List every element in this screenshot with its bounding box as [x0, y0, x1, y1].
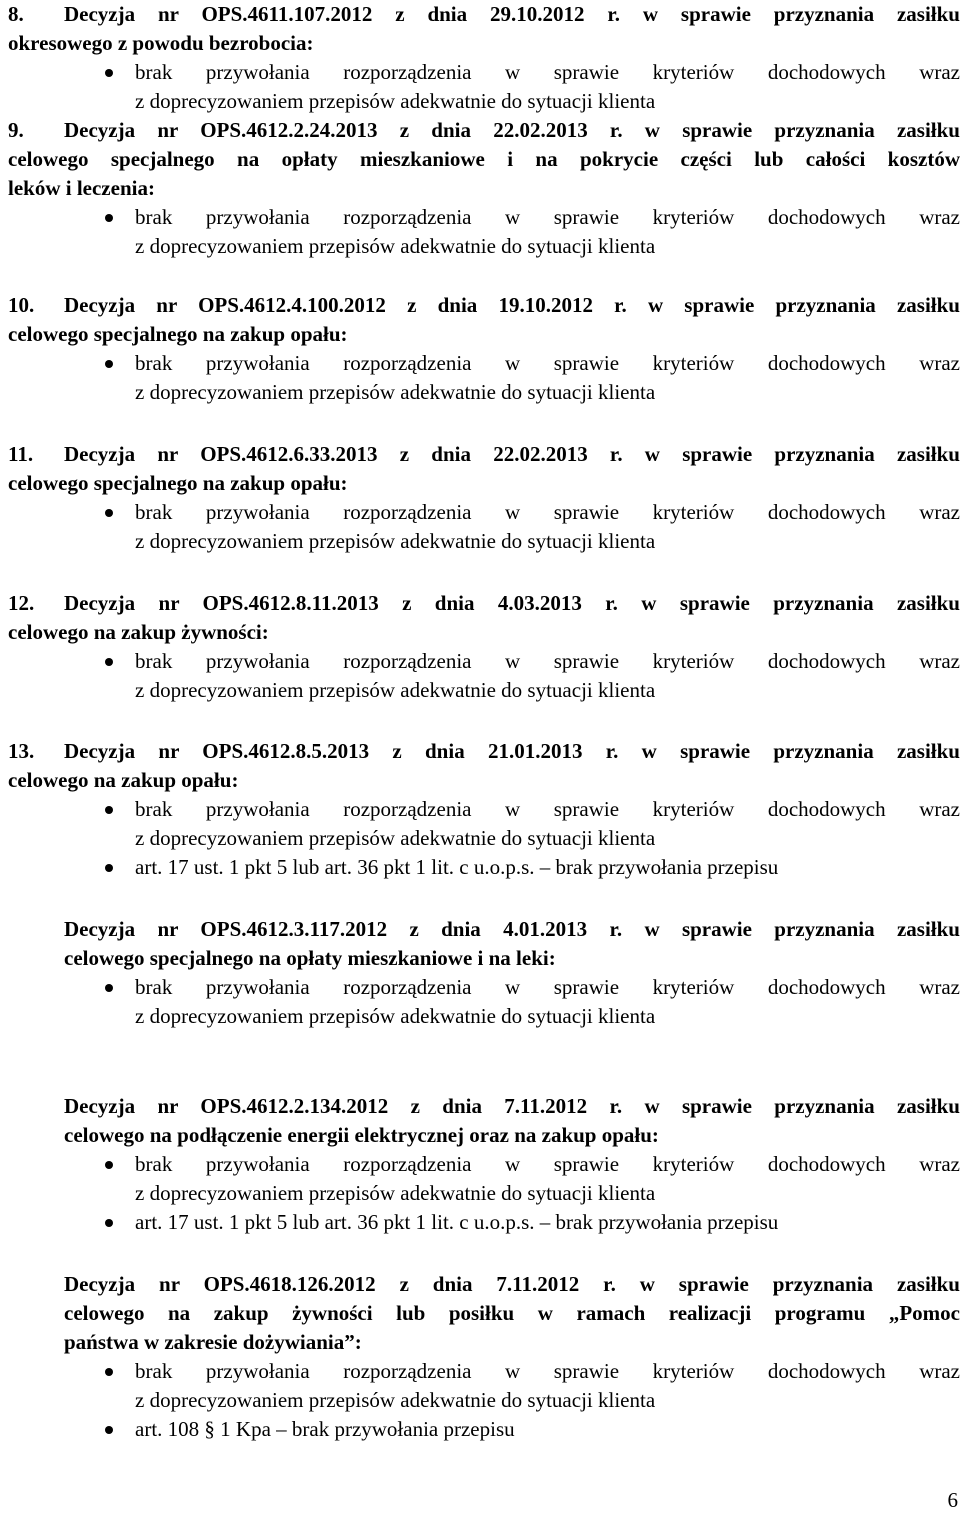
heading-line: Decyzja nr OPS.4612.4.100.2012 z dnia 19.10.2012 r. w sprawie przyznania zasiłku	[64, 293, 960, 317]
finding-text-continued: z doprecyzowaniem przepisów adekwatnie do sytuacji klienta	[135, 380, 656, 404]
finding-text: art. 108 § 1 Kpa – brak przywołania przepisu	[135, 1417, 515, 1441]
decision-heading	[8, 737, 960, 795]
finding-item	[135, 1415, 960, 1444]
heading-line: Decyzja nr OPS.4612.3.117.2012 z dnia 4.01.2013 r. w sprawie przyznania zasiłku	[64, 917, 960, 941]
finding-text: brak przywołania rozporządzenia w sprawie kryteriów dochodowych wraz	[135, 649, 960, 673]
findings-list	[8, 203, 960, 261]
findings-list	[8, 1150, 960, 1237]
heading-line: Decyzja nr OPS.4618.126.2012 z dnia 7.11.2012 r. w sprawie przyznania zasiłku	[64, 1272, 960, 1296]
findings-list	[8, 795, 960, 882]
finding-item	[135, 58, 960, 116]
heading-line: celowego na zakup opału:	[8, 768, 239, 792]
heading-line: Decyzja nr OPS.4612.6.33.2013 z dnia 22.02.2013 r. w sprawie przyznania zasiłku	[64, 442, 960, 466]
bullet-icon	[105, 214, 113, 222]
finding-item	[135, 1150, 960, 1208]
finding-text: brak przywołania rozporządzenia w sprawie kryteriów dochodowych wraz	[135, 500, 960, 524]
finding-item	[135, 203, 960, 261]
finding-text-continued: z doprecyzowaniem przepisów adekwatnie do sytuacji klienta	[135, 826, 656, 850]
item-number: 8.	[8, 2, 24, 26]
finding-item	[135, 1208, 960, 1237]
decision-item	[8, 1270, 960, 1444]
heading-line: celowego specjalnego na zakup opału:	[8, 471, 348, 495]
finding-text: brak przywołania rozporządzenia w sprawie kryteriów dochodowych wraz	[135, 205, 960, 229]
bullet-icon	[105, 509, 113, 517]
item-number: 10.	[8, 293, 35, 317]
heading-line: Decyzja nr OPS.4611.107.2012 z dnia 29.10.2012 r. w sprawie przyznania zasiłku	[64, 2, 960, 26]
findings-list	[8, 498, 960, 556]
heading-line: państwa w zakresie dożywiania”:	[64, 1330, 362, 1354]
decision-heading	[8, 0, 960, 58]
decision-heading	[8, 440, 960, 498]
heading-line: celowego na zakup żywności lub posiłku w ramach realizacji programu „Pomoc	[64, 1301, 960, 1325]
item-number: 12.	[8, 591, 35, 615]
decision-item	[8, 291, 960, 407]
findings-list	[8, 647, 960, 705]
item-number: 9.	[8, 118, 24, 142]
heading-line: celowego na zakup żywności:	[8, 620, 269, 644]
finding-item	[135, 973, 960, 1031]
bullet-icon	[105, 1368, 113, 1376]
heading-line: celowego specjalnego na opłaty mieszkaniowe i na pokrycie części lub całości kosztów	[8, 147, 960, 171]
finding-text-continued: z doprecyzowaniem przepisów adekwatnie do sytuacji klienta	[135, 529, 656, 553]
bullet-icon	[105, 864, 113, 872]
finding-text: art. 17 ust. 1 pkt 5 lub art. 36 pkt 1 lit. c u.o.p.s. – brak przywołania przepisu	[135, 1210, 779, 1234]
decision-heading	[8, 915, 960, 973]
bullet-icon	[105, 1219, 113, 1227]
finding-text: brak przywołania rozporządzenia w sprawie kryteriów dochodowych wraz	[135, 975, 960, 999]
bullet-icon	[105, 1426, 113, 1434]
heading-line: celowego specjalnego na opłaty mieszkaniowe i na leki:	[64, 946, 556, 970]
decision-item	[8, 589, 960, 705]
decision-heading	[8, 589, 960, 647]
finding-text: brak przywołania rozporządzenia w sprawie kryteriów dochodowych wraz	[135, 797, 960, 821]
finding-item	[135, 349, 960, 407]
bullet-icon	[105, 984, 113, 992]
finding-item	[135, 853, 960, 882]
decision-item	[8, 1092, 960, 1237]
finding-text: brak przywołania rozporządzenia w sprawie kryteriów dochodowych wraz	[135, 1359, 960, 1383]
item-number	[8, 915, 64, 944]
finding-item	[135, 498, 960, 556]
heading-line: Decyzja nr OPS.4612.2.134.2012 z dnia 7.11.2012 r. w sprawie przyznania zasiłku	[64, 1094, 960, 1118]
decision-item	[8, 116, 960, 261]
item-number	[8, 1270, 64, 1299]
finding-item	[135, 647, 960, 705]
decision-heading	[8, 1270, 960, 1357]
finding-text: brak przywołania rozporządzenia w sprawie kryteriów dochodowych wraz	[135, 1152, 960, 1176]
finding-text: brak przywołania rozporządzenia w sprawie kryteriów dochodowych wraz	[135, 351, 960, 375]
finding-item	[135, 795, 960, 853]
heading-line: Decyzja nr OPS.4612.8.11.2013 z dnia 4.03.2013 r. w sprawie przyznania zasiłku	[64, 591, 960, 615]
finding-text: art. 17 ust. 1 pkt 5 lub art. 36 pkt 1 lit. c u.o.p.s. – brak przywołania przepisu	[135, 855, 779, 879]
heading-line: celowego specjalnego na zakup opału:	[8, 322, 348, 346]
decision-item	[8, 440, 960, 556]
decision-heading	[8, 116, 960, 203]
bullet-icon	[105, 69, 113, 77]
finding-text-continued: z doprecyzowaniem przepisów adekwatnie do sytuacji klienta	[135, 678, 656, 702]
decision-heading	[8, 291, 960, 349]
bullet-icon	[105, 806, 113, 814]
finding-item	[135, 1357, 960, 1415]
item-number: 11.	[8, 442, 34, 466]
bullet-icon	[105, 658, 113, 666]
finding-text: brak przywołania rozporządzenia w sprawie kryteriów dochodowych wraz	[135, 60, 960, 84]
finding-text-continued: z doprecyzowaniem przepisów adekwatnie do sytuacji klienta	[135, 234, 656, 258]
heading-line: okresowego z powodu bezrobocia:	[8, 31, 314, 55]
item-number: 13.	[8, 739, 35, 763]
findings-list	[8, 1357, 960, 1444]
decision-item	[8, 0, 960, 116]
finding-text-continued: z doprecyzowaniem przepisów adekwatnie do sytuacji klienta	[135, 1004, 656, 1028]
findings-list	[8, 349, 960, 407]
heading-line: Decyzja nr OPS.4612.2.24.2013 z dnia 22.02.2013 r. w sprawie przyznania zasiłku	[64, 118, 960, 142]
item-number	[8, 1092, 64, 1121]
decision-item	[8, 915, 960, 1031]
findings-list	[8, 973, 960, 1031]
findings-list	[8, 58, 960, 116]
heading-line: leków i leczenia:	[8, 176, 155, 200]
heading-line: celowego na podłączenie energii elektrycznej oraz na zakup opału:	[64, 1123, 659, 1147]
heading-line: Decyzja nr OPS.4612.8.5.2013 z dnia 21.01.2013 r. w sprawie przyznania zasiłku	[64, 739, 960, 763]
finding-text-continued: z doprecyzowaniem przepisów adekwatnie do sytuacji klienta	[135, 1181, 656, 1205]
finding-text-continued: z doprecyzowaniem przepisów adekwatnie do sytuacji klienta	[135, 1388, 656, 1412]
decision-item	[8, 737, 960, 882]
finding-text-continued: z doprecyzowaniem przepisów adekwatnie do sytuacji klienta	[135, 89, 656, 113]
bullet-icon	[105, 1161, 113, 1169]
decision-heading	[8, 1092, 960, 1150]
page-number: 6	[947, 1488, 958, 1512]
bullet-icon	[105, 360, 113, 368]
